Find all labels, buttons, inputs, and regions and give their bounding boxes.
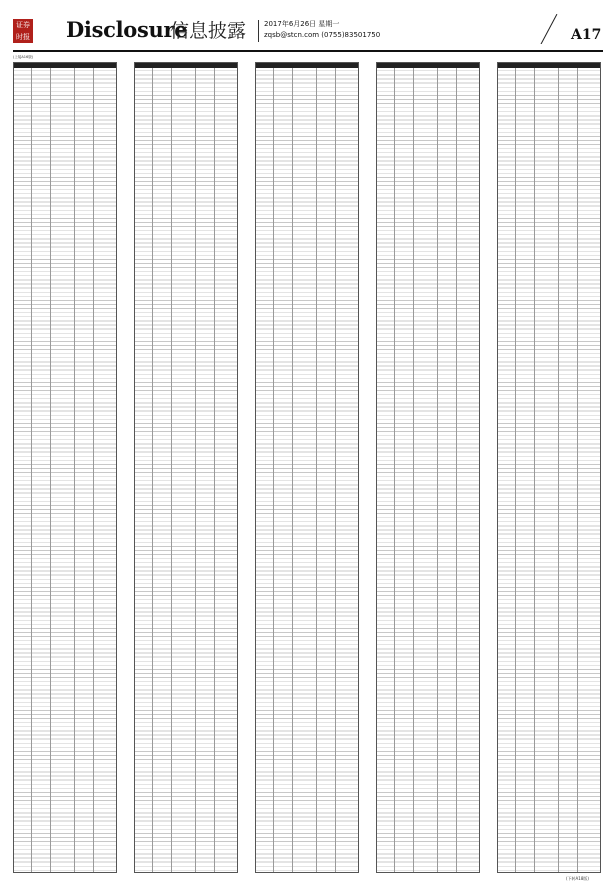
- issue-date: 2017年6月26日 星期一: [264, 20, 340, 28]
- masthead: [0, 0, 615, 52]
- table-column-4: [376, 62, 480, 873]
- section-title-en: Disclosure: [66, 17, 188, 42]
- page-number: A17: [571, 27, 602, 43]
- continued-to-caption: (下转A18版): [566, 876, 589, 881]
- section-title-cn: 信息披露: [170, 20, 247, 42]
- continued-from-caption: (上接A16版): [13, 55, 34, 59]
- table-column-2: [134, 62, 238, 873]
- contact-info: zqsb@stcn.com (0755)83501750: [264, 31, 381, 39]
- newspaper-logo: 证券时报: [13, 19, 33, 43]
- table-column-1: [13, 62, 117, 873]
- header-divider: [258, 20, 259, 42]
- table-column-3: [255, 62, 359, 873]
- table-column-5: [497, 62, 601, 873]
- slash-decoration: [540, 14, 558, 44]
- header-rule: [13, 50, 603, 52]
- table-columns: [13, 62, 603, 873]
